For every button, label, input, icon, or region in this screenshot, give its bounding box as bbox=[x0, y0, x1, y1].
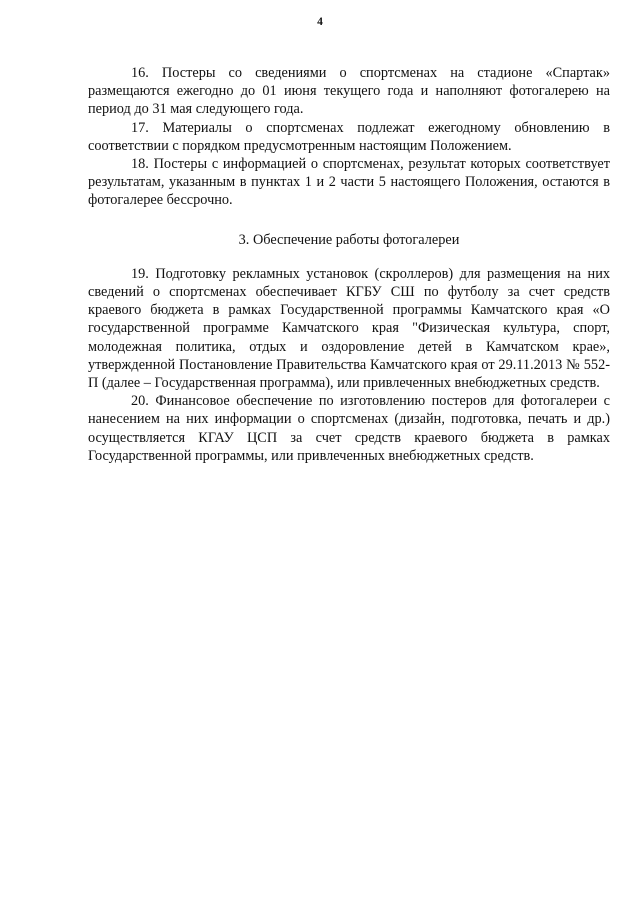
paragraph-20: 20. Финансовое обеспечение по изготовлению постеров для фотогалереи с нанесением на них информации о спортсменах (дизайн, подготовка, печать и др.) осуществляется КГАУ ЦСП за счет средств краевого бюджета в рамках Государственной программы, или привлеченных внебюджетных средств. bbox=[88, 393, 610, 464]
page-number: 4 bbox=[317, 16, 323, 28]
document-body bbox=[88, 64, 610, 465]
paragraph-19: 19. Подготовку рекламных установок (скроллеров) для размещения на них сведений о спортсменах обеспечивает КГБУ СШ по футболу за счет средств краевого бюджета в рамках Государственной программы Камчатского края «О государственной программе Камчатского края "Физическая культура, спорт, молодежная политика, отдых и оздоровление детей в Камчатском крае», утвержденной Постановление Правительства Камчатского края от 29.11.2013 № 552-П (далее – Государственная программа), или привлеченных внебюджетных средств. bbox=[88, 265, 610, 392]
section-heading: 3. Обеспечение работы фотогалереи bbox=[238, 231, 460, 248]
paragraph-18: 18. Постеры с информацией о спортсменах, результат которых соответствует результатам, указанным в пунктах 1 и 2 части 5 настоящего Положения, остаются в фотогалерее бессрочно. bbox=[88, 156, 610, 209]
paragraph-17: 17. Материалы о спортсменах подлежат ежегодному обновлению в соответствии с порядком предусмотренным настоящим Положением. bbox=[88, 119, 610, 154]
paragraph-16: 16. Постеры со сведениями о спортсменах на стадионе «Спартак» размещаются ежегодно до 01 июня текущего года и наполняют фотогалерею на период до 31 мая следующего года. bbox=[88, 65, 610, 118]
